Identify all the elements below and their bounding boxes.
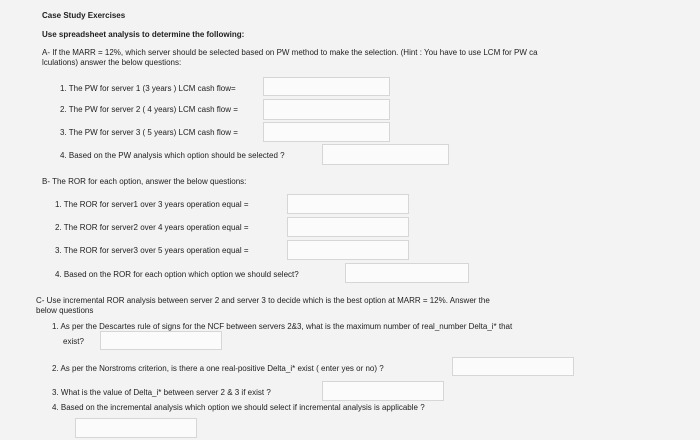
section-a-intro-line2: lculations) answer the below questions: [42,58,182,67]
section-b-answer-2-input[interactable] [287,217,409,237]
section-c-intro-line2: below questions [36,306,94,315]
section-b-answer-3-input[interactable] [287,240,409,260]
section-a-answer-1-input[interactable] [263,77,390,96]
section-b-answer-4-input[interactable] [345,263,469,283]
page-title: Case Study Exercises [42,11,126,20]
instruction-text: Use spreadsheet analysis to determine the following: [42,30,245,39]
section-a-answer-4-input[interactable] [322,144,449,165]
section-b-question-2: 2. The ROR for server2 over 4 years operation equal = [55,223,249,232]
section-c-question-4: 4. Based on the incremental analysis which option we should select if incremental analysis is applicable ? [52,403,425,412]
section-a-answer-2-input[interactable] [263,99,390,120]
section-b-answer-1-input[interactable] [287,194,409,214]
section-c-question-1-line1: 1. As per the Descartes rule of signs for the NCF between servers 2&3, what is the maximum number of real_number Delta_i* that [52,322,513,331]
section-c-answer-3-input[interactable] [322,381,444,401]
section-a-question-3: 3. The PW for server 3 ( 5 years) LCM cash flow = [60,128,238,137]
section-a-question-1: 1. The PW for server 1 (3 years ) LCM cash flow= [60,84,236,93]
section-c-question-1-line2: exist? [63,337,84,346]
section-a-question-4: 4. Based on the PW analysis which option should be selected ? [60,151,285,160]
section-a-answer-3-input[interactable] [263,122,390,142]
section-b-question-4: 4. Based on the ROR for each option which option we should select? [55,270,299,279]
section-c-answer-4-input[interactable] [75,418,197,438]
section-b-intro: B- The ROR for each option, answer the below questions: [42,177,247,186]
section-b-question-3: 3. The ROR for server3 over 5 years operation equal = [55,246,249,255]
section-a-intro-line1: A- If the MARR = 12%, which server should be selected based on PW method to make the selection. (Hint : You have to use LCM for PW ca [42,48,538,57]
section-c-question-2: 2. As per the Norstroms criterion, is there a one real-positive Delta_i* exist ( enter yes or no) ? [52,364,384,373]
section-b-question-1: 1. The ROR for server1 over 3 years operation equal = [55,200,249,209]
section-c-intro-line1: C- Use incremental ROR analysis between server 2 and server 3 to decide which is the best option at MARR = 12%. Answer the [36,296,490,305]
section-c-answer-1-input[interactable] [100,331,222,350]
section-c-answer-2-input[interactable] [452,357,574,376]
section-a-question-2: 2. The PW for server 2 ( 4 years) LCM cash flow = [60,105,238,114]
section-c-question-3: 3. What is the value of Delta_i* between server 2 & 3 if exist ? [52,388,271,397]
